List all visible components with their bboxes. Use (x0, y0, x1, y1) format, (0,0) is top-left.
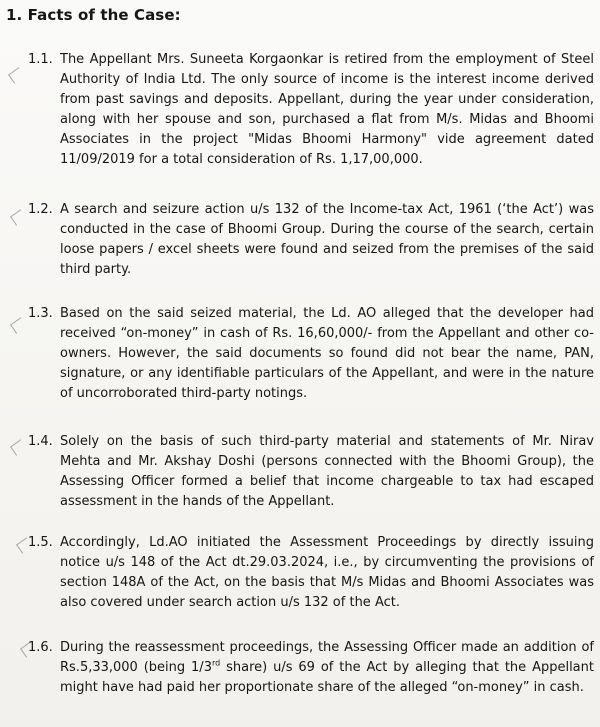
paragraph-1-4 (28, 432, 594, 512)
paragraph-number: 1.6. (28, 640, 53, 655)
paragraph-text: Based on the said seized material, the Ld. AO alleged that the developer had received “on-money” in cash of Rs. 16,60,000/- from the Appellant and other co-owners. However, the said documents so found did not bear the name, PAN, signature, or any identifiable particulars of the Appellant, and were in the nature of uncorroborated third-party notings. (60, 306, 594, 401)
paragraph-text: Solely on the basis of such third-party material and statements of Mr. Nirav Mehta and Mr. Akshay Doshi (persons connected with the Bhoomi Group), the Assessing Officer formed a belief that income chargeable to tax had escaped assessment in the hands of the Appellant. (60, 434, 594, 509)
tick-mark-icon (10, 209, 27, 225)
paragraph-text: A search and seizure action u/s 132 of the Income-tax Act, 1961 (‘the Act’) was conducted in the case of Bhoomi Group. During the course of the search, certain loose papers / excel sheets were found and seized from the premises of the said third party. (60, 202, 594, 277)
ordinal-suffix: rd (211, 658, 221, 668)
paragraph-number: 1.1. (28, 52, 53, 67)
paragraph-text-part: During the reassessment proceedings, the Assessing Officer made an addition of Rs.5,33,000 (being 1/3 (60, 640, 594, 675)
paragraph-1-6 (28, 638, 594, 698)
paragraph-number: 1.3. (28, 306, 53, 321)
tick-mark-icon (8, 67, 25, 83)
paragraph-text (28, 638, 594, 698)
tick-mark-icon (10, 439, 27, 455)
paragraph-text: The Appellant Mrs. Suneeta Korgaonkar is retired from the employment of Steel Authority of India Ltd. The only source of income is the interest income derived from past savings and deposits. Appellant, during the year under consideration, along with her spouse and son, purchased a flat from M/s. Midas and Bhoomi Associates in the project "Midas Bhoomi Harmony" vide agreement dated 11/09/2019 for a total consideration of Rs. 1,17,00,000. (60, 52, 594, 167)
paragraph-text-part: share) u/s 69 of the Act by alleging that the Appellant might have had paid her proportionate share of the alleged “on-money” in cash. (60, 660, 594, 695)
paragraph-1-5 (28, 533, 594, 613)
paragraph-number: 1.5. (28, 535, 53, 550)
paragraph-1-1 (28, 50, 594, 170)
section-heading: 1. Facts of the Case: (6, 6, 181, 24)
tick-mark-icon (10, 317, 27, 333)
paragraph-number: 1.2. (28, 202, 53, 217)
paragraph-number: 1.4. (28, 434, 53, 449)
paragraph-1-3 (28, 304, 594, 404)
paragraph-text: Accordingly, Ld.AO initiated the Assessment Proceedings by directly issuing notice u/s 148 of the Act dt.29.03.2024, i.e., by circumventing the provisions of section 148A of the Act, on the basis that M/s Midas and Bhoomi Associates was also covered under search action u/s 132 of the Act. (60, 535, 594, 610)
paragraph-1-2 (28, 200, 594, 280)
